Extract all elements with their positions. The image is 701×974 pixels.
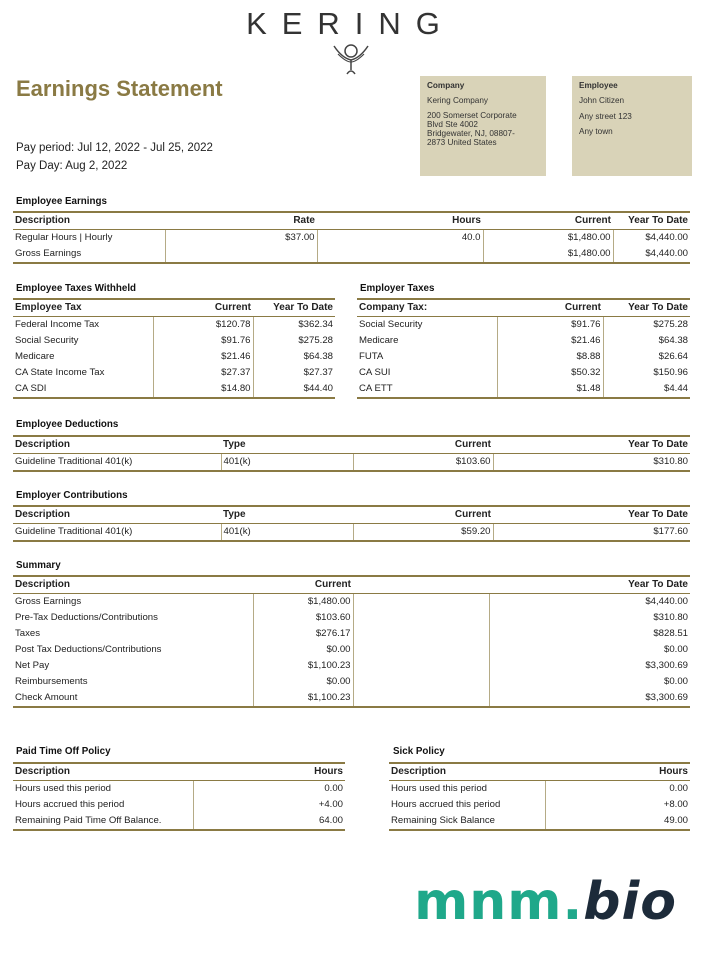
- table-cell: $275.28: [603, 317, 690, 334]
- table-cell: Remaining Sick Balance: [389, 813, 545, 830]
- table-cell: Taxes: [15, 628, 41, 639]
- table-row: [13, 381, 335, 398]
- summary-table: [13, 575, 690, 708]
- table-row: [13, 365, 335, 381]
- column-header: Hours: [193, 763, 345, 781]
- column-header: Current: [253, 576, 353, 594]
- logo-bio: bio: [583, 872, 677, 932]
- table-cell: [317, 246, 483, 263]
- table-cell: $0.00: [489, 642, 690, 658]
- section-title-employer-taxes: Employer Taxes: [360, 283, 435, 294]
- mnm-bio-logo: [414, 872, 677, 932]
- table-cell: $14.80: [153, 381, 253, 398]
- table-cell: $362.34: [253, 317, 335, 334]
- deductions-table: [13, 435, 690, 472]
- table-cell: 64.00: [193, 813, 345, 830]
- column-header: Description: [13, 212, 165, 230]
- table-cell: $1,100.23: [253, 690, 353, 707]
- table-cell: $3,300.69: [489, 658, 690, 674]
- table-cell: $275.28: [253, 333, 335, 349]
- table-row: [13, 690, 690, 707]
- company-address-line: 200 Somerset Corporate: [427, 111, 517, 120]
- table-cell: $0.00: [253, 642, 353, 658]
- table-cell: $1,480.00: [253, 594, 353, 611]
- table-cell: Reimbursements: [15, 676, 88, 687]
- table-row: [13, 333, 335, 349]
- table-cell: $50.32: [497, 365, 603, 381]
- table-row: [13, 246, 690, 263]
- table-cell: $4.44: [603, 381, 690, 398]
- earnings-table: [13, 211, 690, 264]
- table-row: [13, 349, 335, 365]
- employee-box: [572, 76, 692, 176]
- column-header: Employee Tax: [13, 299, 153, 317]
- table-cell: Hours used this period: [15, 783, 111, 794]
- company-address-line: Blvd Ste 4002: [427, 120, 478, 129]
- table-cell: $21.46: [497, 333, 603, 349]
- table-cell: $4,440.00: [613, 246, 690, 263]
- table-row: [357, 349, 690, 365]
- table-cell: Hours used this period: [391, 783, 487, 794]
- column-header: Current: [497, 299, 603, 317]
- table-cell: $103.60: [253, 610, 353, 626]
- column-header: Description: [389, 763, 545, 781]
- table-row: [13, 674, 690, 690]
- employee-label: Employee: [579, 81, 618, 90]
- table-cell: Gross Earnings: [15, 596, 82, 607]
- table-row: [389, 781, 690, 798]
- table-cell: CA ETT: [357, 381, 497, 398]
- section-title-sick: Sick Policy: [393, 746, 445, 757]
- section-title-deductions: Employee Deductions: [16, 419, 119, 430]
- table-cell: $91.76: [497, 317, 603, 334]
- table-row: [357, 365, 690, 381]
- column-header: Year To Date: [493, 436, 690, 454]
- employee-name: John Citizen: [579, 96, 625, 105]
- table-row: [13, 524, 690, 542]
- table-cell: $0.00: [489, 674, 690, 690]
- table-row: [389, 797, 690, 813]
- contributions-table: [13, 505, 690, 542]
- column-header: Year To Date: [603, 299, 690, 317]
- table-cell: Post Tax Deductions/Contributions: [15, 644, 162, 655]
- table-row: [13, 454, 690, 472]
- column-header: Year To Date: [613, 212, 690, 230]
- table-cell: $103.60: [353, 454, 493, 472]
- column-header: Company Tax:: [357, 299, 497, 317]
- table-cell: Net Pay: [15, 660, 50, 671]
- table-cell: Hours accrued this period: [391, 799, 501, 810]
- employee-street: Any street 123: [579, 112, 632, 121]
- table-cell: Guideline Traditional 401(k): [13, 524, 221, 542]
- column-header: Current: [483, 212, 613, 230]
- table-cell: 0.00: [545, 781, 690, 798]
- table-cell: Gross Earnings: [13, 246, 165, 263]
- section-title-contributions: Employer Contributions: [16, 490, 128, 501]
- column-header: Year To Date: [489, 576, 690, 594]
- table-row: [13, 317, 335, 334]
- table-cell: CA State Income Tax: [15, 367, 105, 378]
- company-name: Kering Company: [427, 96, 488, 105]
- employee-taxes-table: [13, 298, 335, 399]
- table-cell: $26.64: [603, 349, 690, 365]
- table-cell: $21.46: [153, 349, 253, 365]
- column-header: Year To Date: [493, 506, 690, 524]
- table-row: [13, 230, 690, 247]
- table-cell: $64.38: [253, 349, 335, 365]
- table-row: [13, 813, 345, 830]
- table-cell: 40.0: [317, 230, 483, 247]
- table-cell: $37.00: [165, 230, 317, 247]
- table-cell: Federal Income Tax: [15, 319, 100, 330]
- table-cell: $276.17: [253, 626, 353, 642]
- table-cell: Regular Hours | Hourly: [15, 232, 113, 243]
- table-cell: $828.51: [489, 626, 690, 642]
- table-cell: $1,100.23: [253, 658, 353, 674]
- table-cell: $310.80: [489, 610, 690, 626]
- table-cell: Remaining Paid Time Off Balance.: [13, 813, 193, 830]
- table-cell: Medicare: [15, 351, 55, 362]
- table-cell: $120.78: [153, 317, 253, 334]
- table-cell: $310.80: [493, 454, 690, 472]
- table-cell: $3,300.69: [489, 690, 690, 707]
- section-title-pto: Paid Time Off Policy: [16, 746, 111, 757]
- section-title-summary: Summary: [16, 560, 61, 571]
- table-row: [13, 594, 690, 611]
- company-address-line: Bridgewater, NJ, 08807-: [427, 129, 515, 138]
- table-cell: 0.00: [193, 781, 345, 798]
- sick-table: [389, 762, 690, 831]
- column-header: Hours: [317, 212, 483, 230]
- table-cell: CA SDI: [13, 381, 153, 398]
- table-row: [13, 797, 345, 813]
- table-cell: 401(k): [221, 524, 353, 542]
- pay-day: Pay Day: Aug 2, 2022: [16, 160, 128, 172]
- company-label: Company: [427, 81, 465, 90]
- column-header: Rate: [165, 212, 317, 230]
- column-header: Year To Date: [253, 299, 335, 317]
- table-row: [13, 610, 690, 626]
- table-cell: 401(k): [221, 454, 353, 472]
- brand-emblem-icon: [332, 40, 370, 80]
- table-cell: [165, 246, 317, 263]
- table-cell: $91.76: [153, 333, 253, 349]
- section-title-employee-taxes: Employee Taxes Withheld: [16, 283, 137, 294]
- table-cell: Hours accrued this period: [15, 799, 125, 810]
- table-cell: $4,440.00: [489, 594, 690, 611]
- column-header: Description: [13, 436, 221, 454]
- table-cell: Guideline Traditional 401(k): [13, 454, 221, 472]
- table-cell: Pre-Tax Deductions/Contributions: [15, 612, 158, 623]
- table-cell: $8.88: [497, 349, 603, 365]
- column-header: Current: [353, 436, 493, 454]
- table-cell: $0.00: [253, 674, 353, 690]
- pay-period: Pay period: Jul 12, 2022 - Jul 25, 2022: [16, 142, 213, 154]
- employer-taxes-table: [357, 298, 690, 399]
- table-cell: Medicare: [359, 335, 399, 346]
- table-cell: $27.37: [153, 365, 253, 381]
- column-header: Description: [13, 506, 221, 524]
- company-box: [420, 76, 546, 176]
- table-row: [13, 658, 690, 674]
- table-cell: $44.40: [253, 381, 335, 398]
- section-title-earnings: Employee Earnings: [16, 196, 107, 207]
- table-cell: FUTA: [359, 351, 384, 362]
- table-cell: Social Security: [359, 319, 423, 330]
- table-cell: $4,440.00: [613, 230, 690, 247]
- column-header: Description: [13, 576, 253, 594]
- brand-wordmark: KERING: [246, 6, 455, 41]
- table-row: [357, 381, 690, 398]
- table-cell: $150.96: [603, 365, 690, 381]
- company-address-line: 2873 United States: [427, 138, 497, 147]
- table-row: [389, 813, 690, 830]
- pto-table: [13, 762, 345, 831]
- column-header: Description: [13, 763, 193, 781]
- table-row: [357, 317, 690, 334]
- table-cell: 49.00: [545, 813, 690, 830]
- table-cell: $1.48: [497, 381, 603, 398]
- table-cell: $27.37: [253, 365, 335, 381]
- column-header: Current: [153, 299, 253, 317]
- table-cell: Check Amount: [13, 690, 253, 707]
- table-cell: Social Security: [15, 335, 79, 346]
- table-cell: CA SUI: [359, 367, 391, 378]
- column-header: Type: [221, 506, 353, 524]
- column-header: Hours: [545, 763, 690, 781]
- table-cell: +4.00: [193, 797, 345, 813]
- table-row: [357, 333, 690, 349]
- page-title: Earnings Statement: [16, 76, 223, 101]
- table-cell: $177.60: [493, 524, 690, 542]
- logo-mnm: mnm.: [414, 872, 584, 932]
- table-row: [13, 626, 690, 642]
- column-header: Type: [221, 436, 353, 454]
- table-cell: $64.38: [603, 333, 690, 349]
- table-cell: $1,480.00: [483, 230, 613, 247]
- table-cell: $59.20: [353, 524, 493, 542]
- employee-town: Any town: [579, 127, 613, 136]
- table-cell: +8.00: [545, 797, 690, 813]
- column-header: Current: [353, 506, 493, 524]
- table-row: [13, 642, 690, 658]
- table-cell: $1,480.00: [483, 246, 613, 263]
- table-row: [13, 781, 345, 798]
